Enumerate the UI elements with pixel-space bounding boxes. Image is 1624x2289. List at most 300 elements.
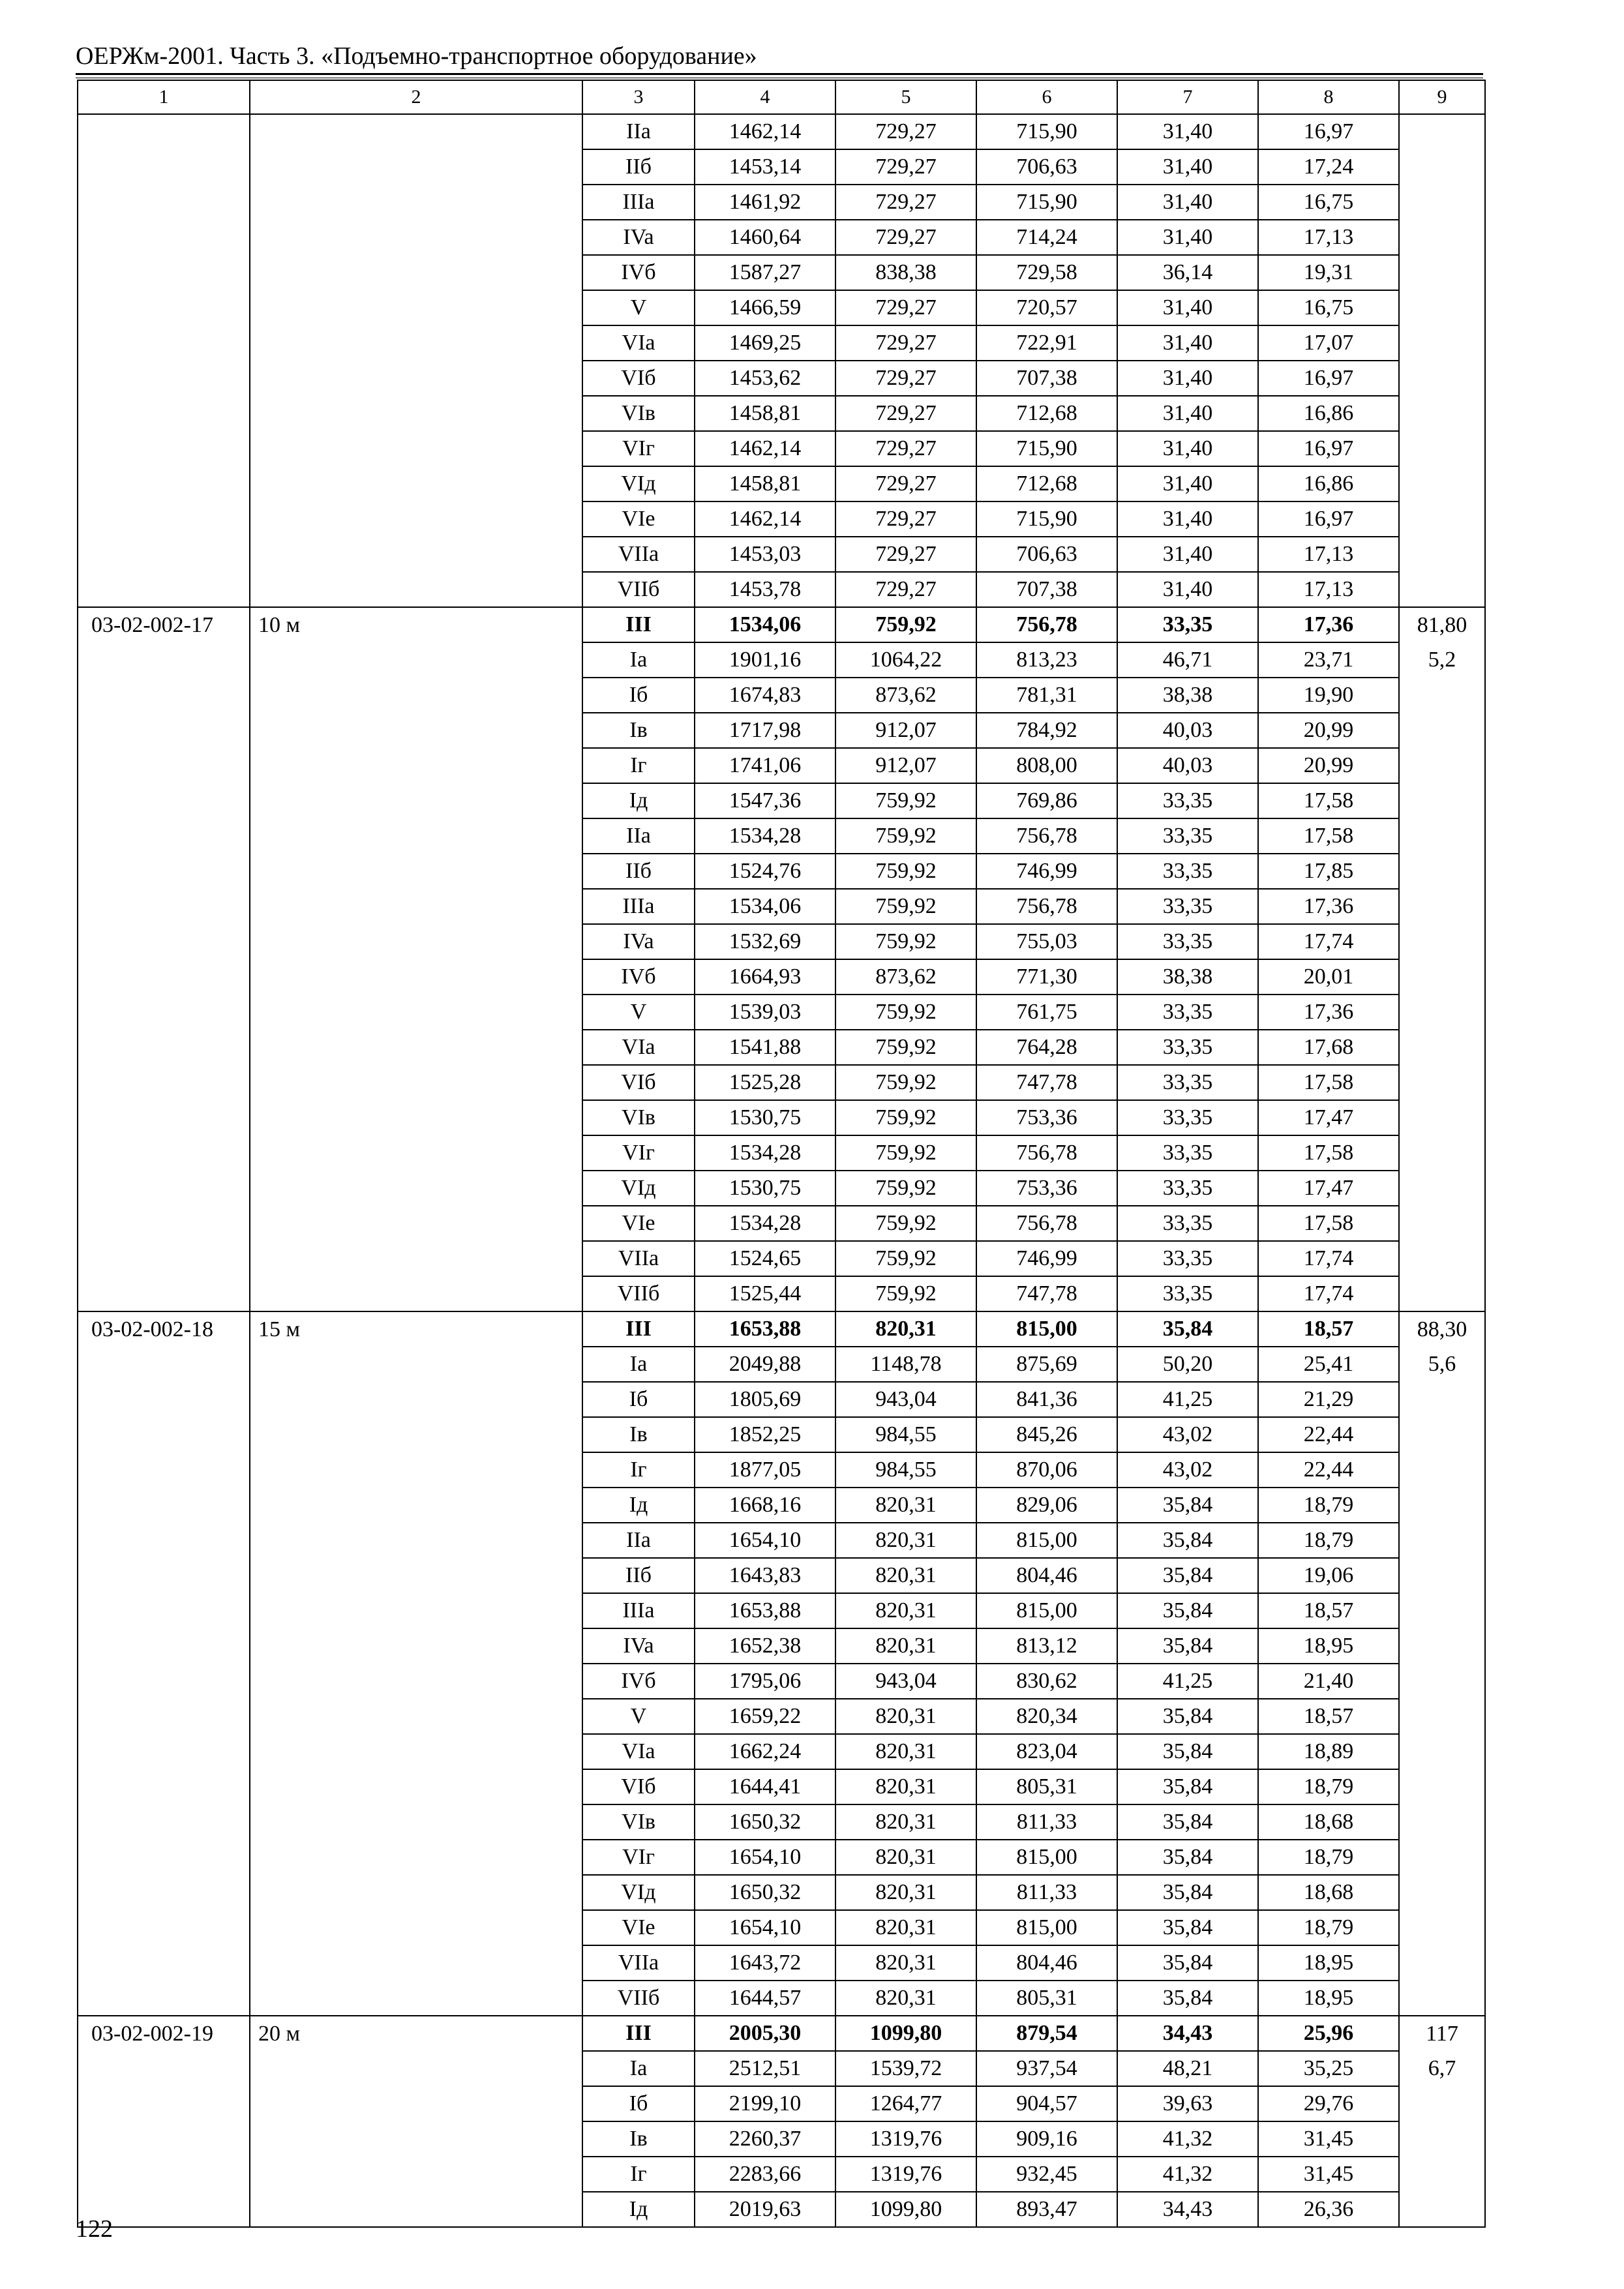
table-row [78,2016,1485,2051]
value-cell: 729,27 [835,361,976,396]
value-cell: IIб [582,1558,695,1593]
value-cell: 753,36 [976,1100,1117,1135]
column-number: 2 [250,80,582,114]
page-number: 122 [76,2215,113,2243]
code-cell [78,290,250,325]
value-cell: 1653,88 [695,1593,835,1628]
norm-cell [1399,1135,1485,1171]
norm-cell [1399,1452,1485,1488]
norm-cell [1399,431,1485,466]
norm-cell [1399,149,1485,185]
name-cell [250,149,582,185]
value-cell: 1652,38 [695,1628,835,1664]
column-number: 7 [1117,80,1258,114]
value-cell: 820,31 [835,1699,976,1734]
norm-cell: 5,2 [1399,642,1485,678]
value-cell: 712,68 [976,466,1117,501]
table-row [78,185,1485,220]
value-cell: Iг [582,1452,695,1488]
value-cell: 1453,78 [695,572,835,607]
table-row [78,431,1485,466]
value-cell: 33,35 [1117,818,1258,854]
value-cell: 707,38 [976,572,1117,607]
code-cell [78,854,250,889]
norm-cell [1399,1910,1485,1945]
name-cell [250,2192,582,2227]
column-number: 9 [1399,80,1485,114]
value-cell: 1458,81 [695,466,835,501]
column-number: 6 [976,80,1117,114]
norm-cell [1399,818,1485,854]
value-cell: 31,40 [1117,114,1258,149]
code-cell [78,713,250,748]
table-row [78,2086,1485,2121]
code-cell: 03-02-002-18 [78,1311,250,1347]
column-number: 8 [1258,80,1399,114]
value-cell: 17,36 [1258,607,1399,642]
value-cell: 759,92 [835,1206,976,1241]
value-cell: 1525,28 [695,1065,835,1100]
name-cell [250,1558,582,1593]
norm-cell [1399,1875,1485,1910]
value-cell: 17,85 [1258,854,1399,889]
value-cell: 1466,59 [695,290,835,325]
norm-cell [1399,185,1485,220]
table-row [78,466,1485,501]
value-cell: VIв [582,396,695,431]
norm-cell [1399,1382,1485,1417]
value-cell: 764,28 [976,1030,1117,1065]
value-cell: 759,92 [835,607,976,642]
value-cell: VIIa [582,537,695,572]
name-cell [250,361,582,396]
value-cell: 31,40 [1117,572,1258,607]
name-cell [250,255,582,290]
value-cell: III [582,607,695,642]
table-row [78,1382,1485,1417]
table-row [78,2051,1485,2086]
value-cell: 1319,76 [835,2157,976,2192]
value-cell: 18,79 [1258,1523,1399,1558]
value-cell: 820,31 [835,1628,976,1664]
value-cell: 729,27 [835,325,976,361]
norm-cell [1399,924,1485,959]
column-number-row [78,80,1485,114]
name-cell [250,713,582,748]
name-cell [250,2121,582,2157]
norm-cell [1399,1558,1485,1593]
code-cell [78,2051,250,2086]
norm-cell [1399,783,1485,818]
table-row [78,290,1485,325]
value-cell: 2512,51 [695,2051,835,2086]
table-row [78,783,1485,818]
value-cell: 17,13 [1258,537,1399,572]
code-cell [78,1804,250,1840]
value-cell: 747,78 [976,1276,1117,1311]
value-cell: 17,47 [1258,1171,1399,1206]
value-cell: 729,27 [835,537,976,572]
code-cell [78,959,250,995]
value-cell: 31,40 [1117,325,1258,361]
value-cell: 17,58 [1258,818,1399,854]
norm-cell [1399,1981,1485,2016]
value-cell: 753,36 [976,1171,1117,1206]
code-cell [78,1488,250,1523]
norm-cell [1399,713,1485,748]
value-cell: 1659,22 [695,1699,835,1734]
name-cell [250,1910,582,1945]
norm-cell [1399,1417,1485,1452]
value-cell: 17,13 [1258,220,1399,255]
table-row [78,361,1485,396]
code-cell [78,325,250,361]
value-cell: 33,35 [1117,1276,1258,1311]
value-cell: 815,00 [976,1593,1117,1628]
value-cell: 19,06 [1258,1558,1399,1593]
value-cell: VIIa [582,1945,695,1981]
value-cell: 1460,64 [695,220,835,255]
code-cell [78,1171,250,1206]
code-cell [78,149,250,185]
table-row [78,1241,1485,1276]
table-row [78,2192,1485,2227]
value-cell: 31,40 [1117,431,1258,466]
value-cell: 16,97 [1258,431,1399,466]
value-cell: 41,25 [1117,1382,1258,1417]
value-cell: 1653,88 [695,1311,835,1347]
value-cell: 715,90 [976,501,1117,537]
value-cell: 33,35 [1117,924,1258,959]
value-cell: 17,58 [1258,783,1399,818]
value-cell: 34,43 [1117,2192,1258,2227]
value-cell: 31,40 [1117,185,1258,220]
name-cell [250,1241,582,1276]
value-cell: 815,00 [976,1910,1117,1945]
value-cell: 759,92 [835,818,976,854]
norm-cell: 117 [1399,2016,1485,2051]
value-cell: 811,33 [976,1804,1117,1840]
name-cell [250,185,582,220]
value-cell: 707,38 [976,361,1117,396]
table-body [78,80,1485,2227]
value-cell: 31,40 [1117,220,1258,255]
value-cell: 2260,37 [695,2121,835,2157]
name-cell [250,818,582,854]
value-cell: 1534,28 [695,1135,835,1171]
name-cell [250,995,582,1030]
name-cell [250,290,582,325]
value-cell: 35,84 [1117,1840,1258,1875]
value-cell: 820,31 [835,1734,976,1769]
value-cell: 1650,32 [695,1875,835,1910]
value-cell: 18,95 [1258,1981,1399,2016]
value-cell: 2199,10 [695,2086,835,2121]
value-cell: 1539,72 [835,2051,976,2086]
value-cell: 36,14 [1117,255,1258,290]
value-cell: 33,35 [1117,1135,1258,1171]
value-cell: 41,25 [1117,1664,1258,1699]
value-cell: 1530,75 [695,1171,835,1206]
value-cell: 31,40 [1117,149,1258,185]
value-cell: 1674,83 [695,678,835,713]
value-cell: 759,92 [835,1171,976,1206]
value-cell: 16,86 [1258,466,1399,501]
name-cell [250,1628,582,1664]
table-row [78,1910,1485,1945]
value-cell: V [582,995,695,1030]
value-cell: 756,78 [976,889,1117,924]
name-cell [250,1840,582,1875]
norm-cell [1399,255,1485,290]
value-cell: 781,31 [976,678,1117,713]
name-cell [250,1699,582,1734]
value-cell: III [582,1311,695,1347]
norm-cell: 88,30 [1399,1311,1485,1347]
value-cell: 1668,16 [695,1488,835,1523]
value-cell: 912,07 [835,713,976,748]
name-cell [250,1875,582,1910]
code-cell [78,1628,250,1664]
value-cell: 756,78 [976,1206,1117,1241]
table-row [78,501,1485,537]
value-cell: 17,58 [1258,1135,1399,1171]
value-cell: 16,97 [1258,114,1399,149]
norm-cell [1399,1100,1485,1135]
value-cell: 1524,76 [695,854,835,889]
value-cell: 21,29 [1258,1382,1399,1417]
value-cell: 18,57 [1258,1593,1399,1628]
code-cell: 03-02-002-17 [78,607,250,642]
value-cell: Iв [582,2121,695,2157]
value-cell: 38,38 [1117,959,1258,995]
norm-cell [1399,889,1485,924]
value-cell: 823,04 [976,1734,1117,1769]
value-cell: 17,13 [1258,572,1399,607]
value-cell: 1461,92 [695,185,835,220]
value-cell: 715,90 [976,431,1117,466]
name-cell: 15 м [250,1311,582,1347]
value-cell: 759,92 [835,783,976,818]
value-cell: 20,01 [1258,959,1399,995]
norm-cell [1399,466,1485,501]
value-cell: 729,27 [835,149,976,185]
value-cell: III [582,2016,695,2051]
value-cell: 813,23 [976,642,1117,678]
value-cell: 35,84 [1117,1523,1258,1558]
value-cell: 31,45 [1258,2121,1399,2157]
value-cell: 16,97 [1258,501,1399,537]
value-cell: 2005,30 [695,2016,835,2051]
code-cell [78,818,250,854]
value-cell: 33,35 [1117,889,1258,924]
value-cell: 815,00 [976,1311,1117,1347]
value-cell: 1587,27 [695,255,835,290]
name-cell [250,396,582,431]
value-cell: 1469,25 [695,325,835,361]
value-cell: 2019,63 [695,2192,835,2227]
value-cell: 759,92 [835,1065,976,1100]
value-cell: VIa [582,1030,695,1065]
value-cell: 932,45 [976,2157,1117,2192]
name-cell [250,466,582,501]
value-cell: 22,44 [1258,1452,1399,1488]
value-cell: 755,03 [976,924,1117,959]
table-row [78,959,1485,995]
code-cell [78,185,250,220]
code-cell [78,1347,250,1382]
value-cell: VIг [582,1135,695,1171]
value-cell: Iб [582,1382,695,1417]
value-cell: 43,02 [1117,1417,1258,1452]
value-cell: 1524,65 [695,1241,835,1276]
norm-cell [1399,114,1485,149]
table-row [78,396,1485,431]
value-cell: 838,38 [835,255,976,290]
value-cell: VIб [582,361,695,396]
value-cell: 35,84 [1117,1769,1258,1804]
code-cell [78,783,250,818]
table-row [78,2121,1485,2157]
value-cell: 747,78 [976,1065,1117,1100]
value-cell: Ia [582,642,695,678]
value-cell: 1717,98 [695,713,835,748]
value-cell: 1319,76 [835,2121,976,2157]
value-cell: 1650,32 [695,1804,835,1840]
value-cell: 769,86 [976,783,1117,818]
value-cell: 820,31 [835,1840,976,1875]
value-cell: 729,27 [835,396,976,431]
value-cell: 784,92 [976,713,1117,748]
value-cell: 912,07 [835,748,976,783]
value-cell: 771,30 [976,959,1117,995]
value-cell: 33,35 [1117,1171,1258,1206]
value-cell: 759,92 [835,924,976,959]
table-row [78,1945,1485,1981]
code-cell [78,1417,250,1452]
value-cell: 804,46 [976,1945,1117,1981]
code-cell [78,431,250,466]
value-cell: 26,36 [1258,2192,1399,2227]
code-cell [78,501,250,537]
value-cell: 31,40 [1117,396,1258,431]
value-cell: 820,31 [835,1981,976,2016]
value-cell: 33,35 [1117,1100,1258,1135]
value-cell: 729,27 [835,185,976,220]
code-cell [78,1452,250,1488]
value-cell: 759,92 [835,1276,976,1311]
norm-cell [1399,2121,1485,2157]
value-cell: V [582,290,695,325]
name-cell [250,959,582,995]
code-cell [78,1593,250,1628]
value-cell: 715,90 [976,185,1117,220]
value-cell: 16,97 [1258,361,1399,396]
table-row [78,537,1485,572]
code-cell [78,1734,250,1769]
value-cell: 17,07 [1258,325,1399,361]
norm-cell [1399,1628,1485,1664]
value-cell: 35,84 [1117,1593,1258,1628]
value-cell: 25,96 [1258,2016,1399,2051]
name-cell [250,1452,582,1488]
code-cell [78,361,250,396]
table-row [78,2157,1485,2192]
value-cell: 35,84 [1117,1875,1258,1910]
value-cell: 1099,80 [835,2192,976,2227]
value-cell: 33,35 [1117,783,1258,818]
value-cell: VIIб [582,572,695,607]
table-row [78,1664,1485,1699]
value-cell: IVб [582,959,695,995]
value-cell: 17,47 [1258,1100,1399,1135]
table-row [78,1030,1485,1065]
code-cell [78,1030,250,1065]
value-cell: Iд [582,783,695,818]
norm-cell [1399,1171,1485,1206]
norm-cell [1399,1206,1485,1241]
value-cell: 811,33 [976,1875,1117,1910]
value-cell: 820,31 [835,1523,976,1558]
value-cell: 759,92 [835,1135,976,1171]
value-cell: 35,84 [1117,1910,1258,1945]
value-cell: 29,76 [1258,2086,1399,2121]
name-cell [250,678,582,713]
value-cell: 815,00 [976,1523,1117,1558]
table-row [78,1769,1485,1804]
name-cell [250,537,582,572]
table-row [78,1981,1485,2016]
value-cell: 18,57 [1258,1311,1399,1347]
value-cell: 31,40 [1117,537,1258,572]
table-row [78,255,1485,290]
norm-cell [1399,361,1485,396]
value-cell: VIIa [582,1241,695,1276]
table-row [78,1417,1485,1452]
name-cell [250,1981,582,2016]
name-cell [250,1065,582,1100]
value-cell: IIa [582,114,695,149]
norm-cell [1399,1030,1485,1065]
value-cell: 34,43 [1117,2016,1258,2051]
name-cell [250,1030,582,1065]
value-cell: 1453,03 [695,537,835,572]
value-cell: 714,24 [976,220,1117,255]
value-cell: 1662,24 [695,1734,835,1769]
value-cell: 873,62 [835,678,976,713]
value-cell: 820,31 [835,1804,976,1840]
name-cell [250,1523,582,1558]
value-cell: 815,00 [976,1840,1117,1875]
code-cell [78,1241,250,1276]
value-cell: 820,31 [835,1945,976,1981]
value-cell: 35,84 [1117,1699,1258,1734]
value-cell: 18,68 [1258,1804,1399,1840]
value-cell: 729,27 [835,114,976,149]
table-row [78,642,1485,678]
norm-cell [1399,1840,1485,1875]
value-cell: 943,04 [835,1382,976,1417]
value-cell: 1453,62 [695,361,835,396]
code-cell [78,255,250,290]
page-header: ОЕРЖм-2001. Часть 3. «Подъемно-транспортное оборудование» [76,42,757,70]
table-row [78,1593,1485,1628]
header-rule-thick [76,73,1483,75]
value-cell: 18,95 [1258,1945,1399,1981]
value-cell: 830,62 [976,1664,1117,1699]
value-cell: 761,75 [976,995,1117,1030]
value-cell: 1643,72 [695,1945,835,1981]
